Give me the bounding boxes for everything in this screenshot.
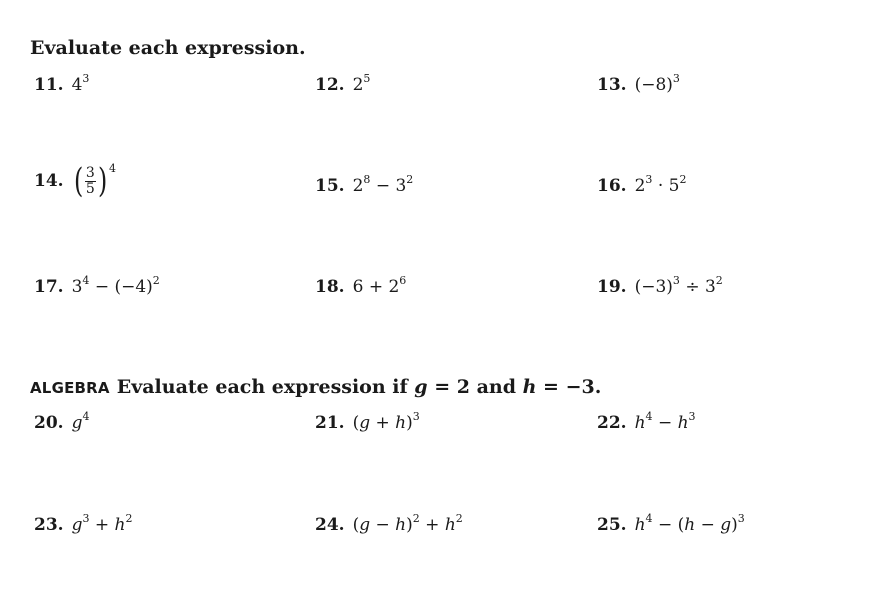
problem-number: 18. xyxy=(315,277,345,297)
heading-text: Evaluate each expression if xyxy=(116,376,415,398)
term-a: 6 xyxy=(352,277,364,297)
problem-number: 15. xyxy=(315,176,345,196)
term-b: 2 xyxy=(388,277,400,297)
base: 4 xyxy=(71,75,83,95)
algebra-tag: ALGEBRA xyxy=(30,379,110,397)
operator: − xyxy=(375,515,390,535)
exponent-1: 4 xyxy=(645,410,653,423)
exponent-a: 3 xyxy=(645,173,653,186)
var-1: g xyxy=(359,515,371,535)
var-1: h xyxy=(634,515,646,535)
operator: − xyxy=(657,413,673,433)
exponent-b: 2 xyxy=(679,173,687,186)
exponent-1: 3 xyxy=(82,512,90,525)
var-1: g xyxy=(359,413,371,433)
var-1: g xyxy=(71,515,83,535)
operator: · xyxy=(657,176,664,196)
problem-number: 25. xyxy=(597,515,627,535)
operator: + xyxy=(368,277,384,297)
term-a: 3 xyxy=(71,277,83,297)
open-paren: ( xyxy=(677,515,685,535)
close-paren: ) xyxy=(406,413,413,433)
term-b: 3 xyxy=(704,277,716,297)
var-2: h xyxy=(684,515,696,535)
problem-number: 13. xyxy=(597,75,627,95)
var-2: h xyxy=(114,515,126,535)
problem-22 xyxy=(597,410,696,433)
exponent-a: 3 xyxy=(672,274,680,287)
problem-24 xyxy=(315,512,463,535)
var-3: g xyxy=(720,515,732,535)
numerator: 3 xyxy=(85,164,95,181)
var-2: h xyxy=(395,515,407,535)
term-b: 3 xyxy=(395,176,407,196)
open-paren: ( xyxy=(352,413,360,433)
problem-number: 12. xyxy=(315,75,345,95)
heading-text-h-value: = −3. xyxy=(536,376,602,398)
problem-number: 20. xyxy=(34,413,64,433)
term-a: 2 xyxy=(634,176,646,196)
operator: + xyxy=(94,515,110,535)
heading-text-g-value: = 2 and xyxy=(427,376,523,398)
problem-20 xyxy=(34,410,90,433)
exponent-3: 2 xyxy=(455,512,463,525)
fraction-power xyxy=(72,161,117,201)
fraction xyxy=(85,166,96,196)
base: 2 xyxy=(352,75,364,95)
term-b: 5 xyxy=(668,176,680,196)
operator-2: − xyxy=(700,515,715,535)
problem-16 xyxy=(597,173,687,196)
close-paren: ) xyxy=(731,515,738,535)
exponent-b: 2 xyxy=(715,274,723,287)
problem-15 xyxy=(315,173,414,196)
exponent: 4 xyxy=(82,410,90,423)
var-1: h xyxy=(634,413,646,433)
var-2: h xyxy=(677,413,689,433)
exponent: 3 xyxy=(412,410,420,423)
term-a: (−3) xyxy=(634,277,673,297)
problem-18 xyxy=(315,274,407,297)
operator: − xyxy=(94,277,110,297)
problem-19 xyxy=(597,274,723,297)
close-paren: ) xyxy=(406,515,413,535)
problem-number: 17. xyxy=(34,277,64,297)
problem-12 xyxy=(315,72,371,95)
problem-number: 16. xyxy=(597,176,627,196)
problem-11 xyxy=(34,72,90,95)
operator: + xyxy=(375,413,390,433)
right-paren: ) xyxy=(97,161,108,201)
operator-2: + xyxy=(425,515,440,535)
operator: − xyxy=(375,176,391,196)
exponent-2: 3 xyxy=(688,410,696,423)
operator: ÷ xyxy=(685,277,700,297)
problem-23 xyxy=(34,512,133,535)
exponent: 3 xyxy=(737,512,745,525)
section-1-heading: Evaluate each expression. xyxy=(30,37,306,59)
problem-number: 11. xyxy=(34,75,64,95)
exponent: 3 xyxy=(82,72,90,85)
exponent: 5 xyxy=(363,72,371,85)
problem-number: 21. xyxy=(315,413,345,433)
left-paren: ( xyxy=(73,161,83,201)
operator: − xyxy=(657,515,673,535)
base: (−8) xyxy=(634,75,673,95)
var-2: h xyxy=(395,413,407,433)
term-a: 2 xyxy=(352,176,364,196)
exponent-b: 2 xyxy=(152,274,160,287)
problem-number: 14. xyxy=(34,170,64,191)
problem-25 xyxy=(597,512,745,535)
exponent-1: 4 xyxy=(645,512,653,525)
problem-17 xyxy=(34,274,160,297)
exponent: 2 xyxy=(412,512,420,525)
exponent-b: 6 xyxy=(399,274,407,287)
problem-14 xyxy=(34,161,117,201)
exponent-a: 8 xyxy=(363,173,371,186)
exponent-a: 4 xyxy=(82,274,90,287)
term-b: (−4) xyxy=(114,277,153,297)
section-2-heading xyxy=(30,376,601,398)
var-3: h xyxy=(444,515,456,535)
problem-13 xyxy=(597,72,680,95)
exponent: 4 xyxy=(109,162,117,175)
problem-number: 23. xyxy=(34,515,64,535)
problem-number: 22. xyxy=(597,413,627,433)
base: g xyxy=(71,413,83,433)
denominator: 5 xyxy=(85,180,95,197)
exponent-b: 2 xyxy=(406,173,414,186)
exponent-2: 2 xyxy=(125,512,133,525)
problem-number: 19. xyxy=(597,277,627,297)
variable-g: g xyxy=(414,376,428,398)
problem-number: 24. xyxy=(315,515,345,535)
variable-h: h xyxy=(522,376,537,398)
open-paren: ( xyxy=(352,515,360,535)
problem-21 xyxy=(315,410,420,433)
exponent: 3 xyxy=(672,72,680,85)
